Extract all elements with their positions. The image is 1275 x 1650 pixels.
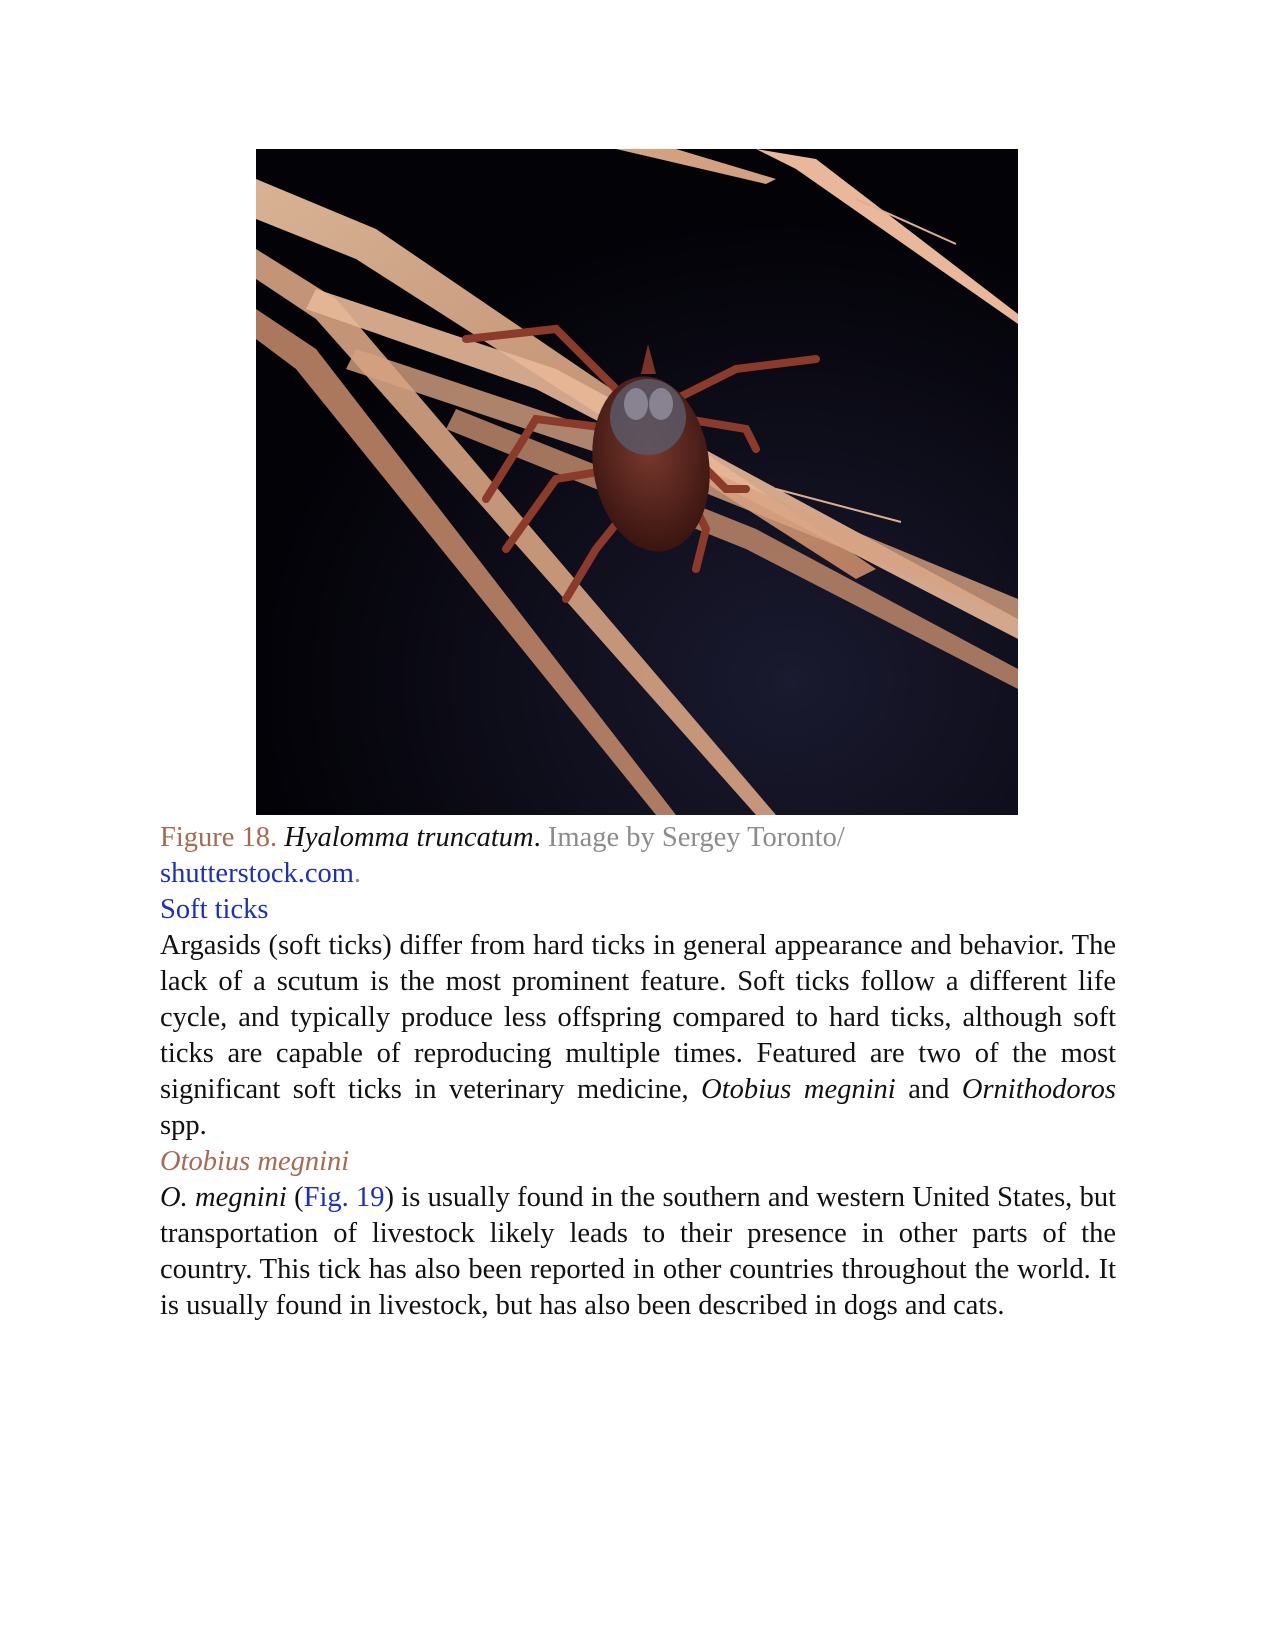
soft-ticks-text: Argasids (soft ticks) differ from hard ticks in general appearance and behavior. The lack of a scutum is the most prominent feature. Soft ticks follow a different life cycle, and typically produce less offspring compared to hard ticks, although soft ticks are capable of reproducing multiple times. Featured are two of the most significant soft ticks in veterinary medicine, [160, 930, 1116, 1105]
spp-text: spp. [160, 1110, 207, 1141]
figure-label: Figure 18. [160, 822, 278, 853]
figure-caption [160, 820, 1116, 892]
and-text: and [895, 1074, 962, 1105]
otobius-heading: Otobius megnini [160, 1146, 350, 1177]
otobius-abbrev: O. megnini [160, 1182, 287, 1213]
open-paren: ( [286, 1182, 304, 1213]
link-period: . [353, 858, 362, 889]
figure-photo [256, 149, 1018, 815]
shutterstock-link[interactable]: shutterstock.com [160, 858, 354, 889]
document-body [160, 820, 1116, 1324]
soft-ticks-paragraph [160, 928, 1116, 1144]
tick-on-grass-image [256, 149, 1018, 815]
figure-credit: Image by Sergey Toronto/ [540, 822, 845, 853]
species-ornithodoros: Ornithodoros [961, 1074, 1116, 1105]
soft-ticks-heading: Soft ticks [160, 894, 269, 925]
fig-19-link[interactable]: Fig. 19 [303, 1182, 385, 1213]
figure-species: Hyalomma truncatum [284, 822, 534, 853]
otobius-paragraph [160, 1180, 1116, 1324]
otobius-text: ) is usually found in the southern and western United States, but transportation of livestock likely leads to their presence in other parts of the country. This tick has also been reported in other countries throughout the world. It is usually found in livestock, but has also been described in dogs and cats. [160, 1182, 1116, 1321]
species-otobius: Otobius megnini [701, 1074, 896, 1105]
figure-period: . [533, 822, 541, 853]
